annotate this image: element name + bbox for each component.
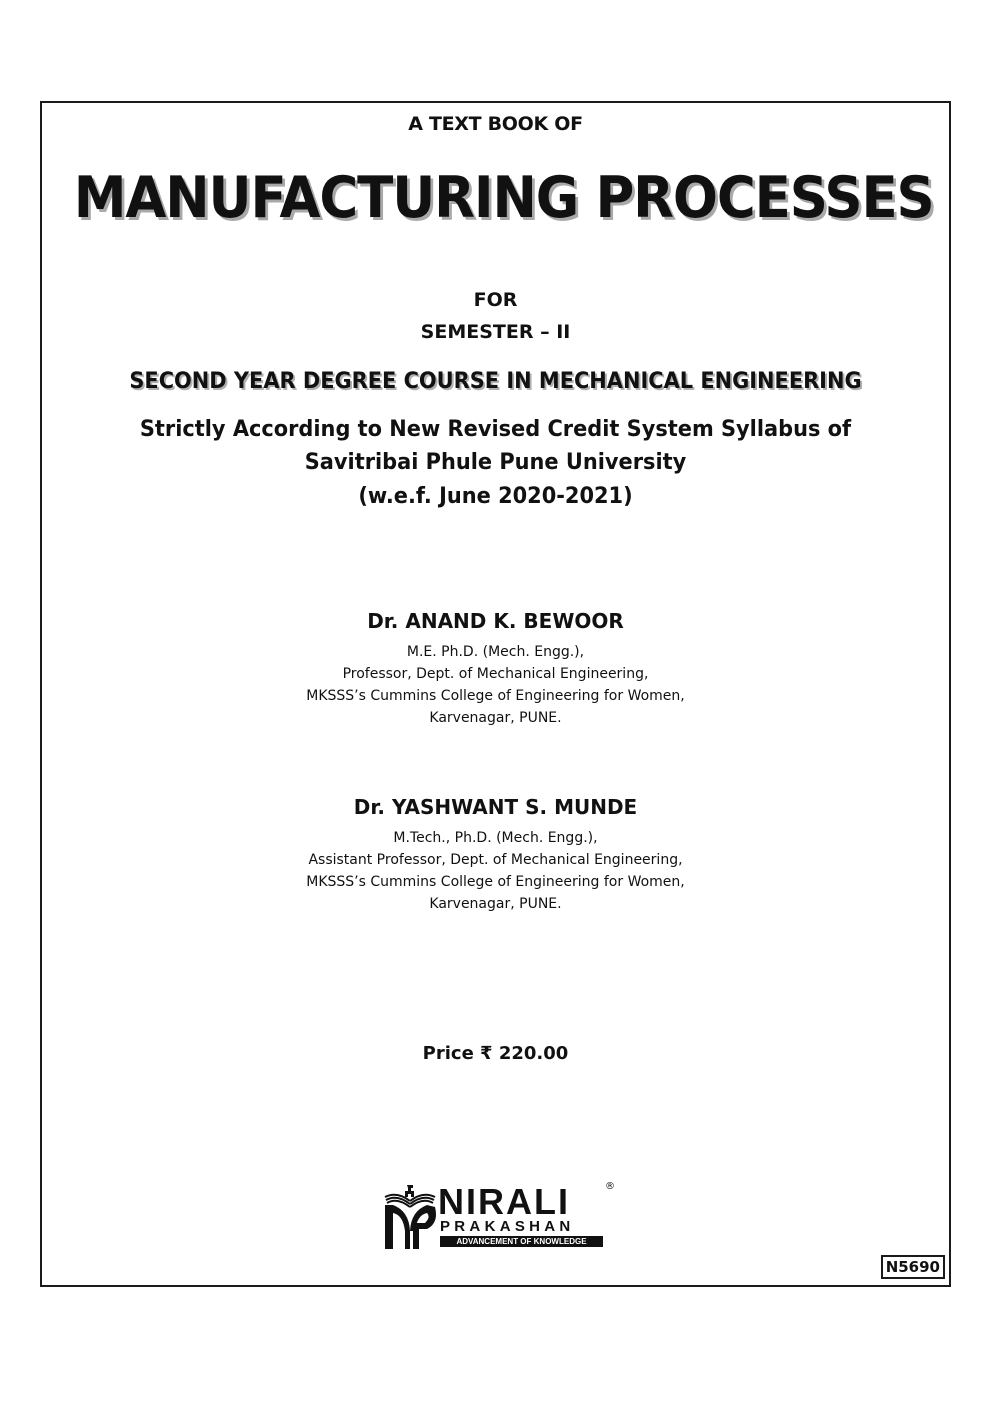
book-title: MANUFACTURING PROCESSES (73, 165, 934, 231)
registered-mark: ® (605, 1181, 615, 1192)
author-detail-line: Professor, Dept. of Mechanical Engineering, (342, 666, 649, 682)
author-detail-line: MKSSS’s Cummins College of Engineering for Women, (306, 874, 685, 890)
publisher-name: NIRALI (438, 1181, 570, 1222)
for-label: FOR (473, 289, 518, 311)
author-detail-line: MKSSS’s Cummins College of Engineering for Women, (306, 688, 685, 704)
semester-label: SEMESTER – II (420, 321, 571, 343)
book-code: N5690 (881, 1255, 945, 1279)
price-label: Price ₹ 220.00 (422, 1043, 569, 1064)
author-details (42, 641, 949, 729)
book-prefix: A TEXT BOOK OF (408, 113, 583, 135)
author-name: Dr. ANAND K. BEWOOR (367, 609, 624, 633)
syllabus-line: Savitribai Phule Pune University (304, 450, 687, 475)
syllabus-line: (w.e.f. June 2020-2021) (358, 484, 633, 509)
author-detail-line: Karvenagar, PUNE. (429, 896, 562, 912)
author-detail-line: Karvenagar, PUNE. (429, 710, 562, 726)
author-details (42, 827, 949, 915)
author-detail-line: Assistant Professor, Dept. of Mechanical Engineering, (308, 852, 683, 868)
publisher-sub: PRAKASHAN (440, 1218, 575, 1235)
cover-frame (40, 101, 951, 1287)
author-detail-line: M.E. Ph.D. (Mech. Engg.), (406, 644, 585, 660)
author-name: Dr. YASHWANT S. MUNDE (353, 795, 638, 819)
open-book-emblem-icon (383, 1183, 437, 1249)
course-label: SECOND YEAR DEGREE COURSE IN MECHANICAL ENGINEERING (129, 369, 862, 394)
syllabus-line: Strictly According to New Revised Credit System Syllabus of (139, 417, 852, 442)
publisher-tagline: ADVANCEMENT OF KNOWLEDGE (440, 1236, 603, 1247)
publisher-logo (383, 1181, 613, 1251)
author-detail-line: M.Tech., Ph.D. (Mech. Engg.), (393, 830, 598, 846)
